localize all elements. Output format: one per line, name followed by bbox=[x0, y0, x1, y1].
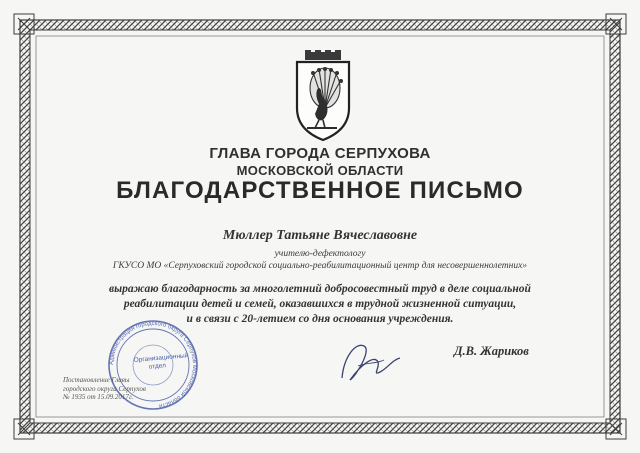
recipient-name: Мюллер Татьяне Вячеславовне bbox=[222, 228, 418, 243]
stamp-ring-text: Администрация городского округа Серпухов Московской области bbox=[108, 320, 198, 409]
decree-line-3: № 1935 от 15.09.2017г. bbox=[63, 393, 134, 401]
stamp-label: Организационный отдел bbox=[133, 352, 189, 371]
recipient-position: учителю-дефектологу bbox=[274, 249, 366, 259]
decree-line-2: городского округа Серпухов bbox=[63, 384, 146, 393]
decree-reference bbox=[63, 376, 173, 402]
header-line-2: МОСКОВСКОЙ ОБЛАСТИ bbox=[236, 163, 404, 178]
handwritten-signature bbox=[334, 336, 404, 386]
thanks-line-2: реабилитации детей и семей, оказавшихся в трудной жизненной ситуации, bbox=[123, 298, 517, 310]
coat-of-arms-peacock-icon bbox=[275, 50, 371, 142]
thanks-line-1: выражаю благодарность за многолетний добросовестный труд в деле социальной bbox=[109, 283, 531, 295]
signer-name: Д.В. Жариков bbox=[454, 344, 529, 358]
header-line-1: ГЛАВА ГОРОДА СЕРПУХОВА bbox=[209, 145, 431, 162]
document-title: БЛАГОДАРСТВЕННОЕ ПИСЬМО bbox=[116, 177, 524, 204]
thanks-line-3: и в связи с 20-летием со дня основания учреждения. bbox=[186, 313, 454, 325]
recipient-organization: ГКУСО МО «Серпуховский городской социально-реабилитационный центр для несовершеннолетних» bbox=[112, 261, 528, 271]
decree-line-1: Постановление Главы bbox=[63, 376, 130, 384]
